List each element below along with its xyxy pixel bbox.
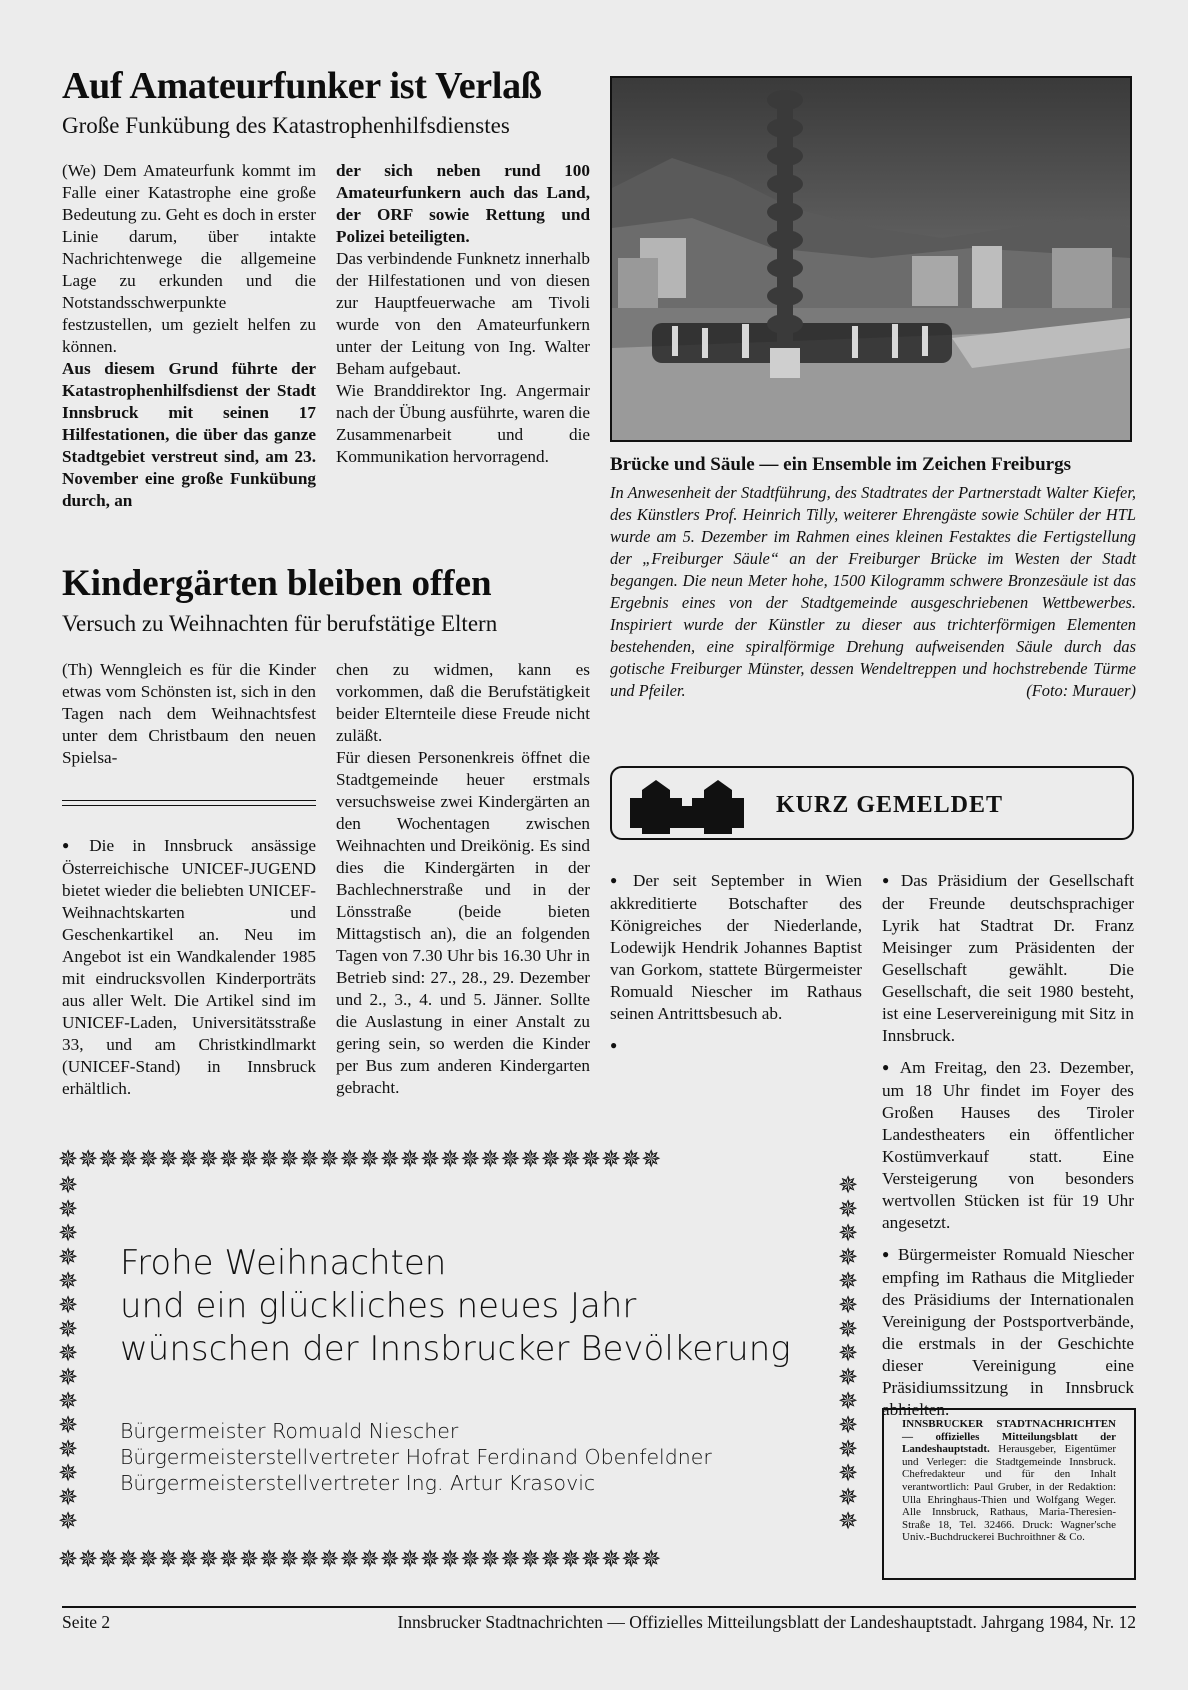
signatory-3: Bürgermeisterstellvertreter Ing. Artur Krasovic bbox=[120, 1471, 596, 1495]
greeting-message bbox=[120, 1242, 791, 1371]
photo-caption-text: In Anwesenheit der Stadtführung, des Stadtrates der Partnerstadt Walter Kiefer, des Künstlers Prof. Heinrich Tilly, weiterer Ehrengäste sowie Schüler der HTL wurde am 5. Dezember im Rahmen eines kleinen Festaktes die Fertigstellung der „Freiburger Säule“ an der Freiburger Brücke im Westen der Stadt begangen. Die neun Meter hohe, 1500 Kilogramm schwere Bronzesäule ist das Ergebnis eines von der Stadtgemeinde ausgeschriebenen Wettbewerbes. Inspiriert wurde der Künstler zu dieser aus trichterförmigen Elementen bestehenden, eine spiralförmige Drehung aufweisenden Säule durch das gotische Freiburger Münster, dessen Wendeltreppen und hochstrebende Türme und Pfeiler. bbox=[610, 483, 1136, 700]
article1-col1-p1: (We) Dem Amateurfunk kommt im Falle einer Katastrophe eine große Bedeutung zu. Geht es doch in erster Linie darum, über intakte Nachrichtenwege die allgemeine Lage zu erkunden und die Notstandsschwerpunkte festzustellen, um gezielt helfen zu können. bbox=[62, 161, 316, 356]
article1-col2-p1: der sich neben rund 100 Amateurfunkern auch das Land, der ORF sowie Rettung und Polizei beteiligten. bbox=[336, 161, 590, 246]
greeting-signatories bbox=[120, 1418, 712, 1496]
article1-subheadline: Große Funkübung des Katastrophenhilfsdienstes bbox=[62, 113, 510, 138]
star-border-right: ✵ ✵ ✵ ✵ ✵ ✵ ✵ ✵ ✵ ✵ ✵ ✵ ✵ ✵ ✵ bbox=[838, 1173, 859, 1535]
page-footer bbox=[62, 1606, 1136, 1633]
article2-col2 bbox=[336, 659, 590, 1099]
christmas-greeting-box bbox=[58, 1148, 858, 1578]
kurz-item2: ● Das Präsidium der Gesellschaft der Freunde deutschsprachiger Lyrik hat Stadtrat Dr. Franz Meisinger zum Präsidenten der Gesellschaft gewählt. Die Gesellschaft, die seit 1980 besteht, ist eine Leservereinigung mit Sitz in Innsbruck. bbox=[882, 870, 1134, 1047]
kurz-item4: ● Bürgermeister Romuald Niescher empfing im Rathaus die Mitglieder des Präsidiums der Internationalen Vereinigung der Postsportverbände, die erstmals in der Geschichte dieser Vereinigung eine Präsidiumssitzung in Innsbruck abhielten. bbox=[882, 1244, 1134, 1421]
kurz-item3: ● Am Freitag, den 23. Dezember, um 18 Uhr findet im Foyer des Großen Hauses des Tiroler Landestheaters ein öffentlicher Kostümverkauf statt. Eine Versteigerung von besonders wertvollen Stücken ist für 19 Uhr angesetzt. bbox=[882, 1057, 1134, 1234]
greeting-line1: Frohe Weihnachten bbox=[120, 1243, 447, 1283]
footer-publication: Innsbrucker Stadtnachrichten — Offizielles Mitteilungsblatt der Landeshauptstadt. Jahrgang 1984, Nr. 12 bbox=[397, 1612, 1136, 1632]
unicef-text: ● Die in Innsbruck ansässige Österreichische UNICEF-JUGEND bietet wieder die beliebten UNICEF-Weihnachtskarten und Geschenkartikel an. Neu im Angebot ist ein Wandkalender 1985 mit eindrucksvollen Kinderporträts aus aller Welt. Die Artikel sind im UNICEF-Laden, Universitätsstraße 33, und am Christkindlmarkt (UNICEF-Stand) in Innsbruck erhältlich. bbox=[62, 835, 316, 1100]
kurz-item2-start bbox=[610, 1035, 862, 1058]
star-border-bottom: ✵✵✵✵✵✵✵✵✵✵✵✵✵✵✵✵✵✵✵✵✵✵✵✵✵✵✵✵✵✵ bbox=[58, 1547, 662, 1573]
article2-col1-p1: (Th) Wenngleich es für die Kinder etwas vom Schönsten ist, sich in den Tagen nach dem Weihnachtsfest unter dem Christbaum den neuen Spielsa- bbox=[62, 660, 316, 767]
photo-credit: (Foto: Murauer) bbox=[1026, 681, 1136, 700]
greeting-line2: und ein glückliches neues Jahr bbox=[120, 1286, 637, 1326]
article2-headline: Kindergärten bleiben offen bbox=[62, 563, 492, 604]
article1-col1-p2: Aus diesem Grund führte der Katastrophenhilfsdienst der Stadt Innsbruck mit seinen 17 Hilfestationen, die über das ganze Stadtgebiet verstreut sind, am 23. November eine große Funkübung durch, an bbox=[62, 359, 316, 510]
signatory-1: Bürgermeister Romuald Niescher bbox=[120, 1419, 459, 1443]
photo-caption-title: Brücke und Säule — ein Ensemble im Zeichen Freiburgs bbox=[610, 454, 1071, 475]
article1-headline: Auf Amateurfunker ist Verlaß bbox=[62, 65, 542, 107]
article1-col1 bbox=[62, 160, 316, 512]
divider bbox=[62, 800, 316, 801]
houses-icon bbox=[628, 776, 746, 834]
photo-freiburger-saeule bbox=[610, 76, 1132, 442]
article2-col2-p1: chen zu widmen, kann es vorkommen, daß die Berufstätigkeit beider Elternteile diese Freude nicht zuläßt. bbox=[336, 660, 590, 745]
kurz-col2 bbox=[882, 870, 1134, 1421]
imprint-title: INNSBRUCKER STADTNACHRICHTEN — offizielles Mitteilungsblatt der Landeshauptstadt. bbox=[902, 1418, 1116, 1456]
signatory-2: Bürgermeisterstellvertreter Hofrat Ferdinand Obenfeldner bbox=[120, 1445, 712, 1469]
imprint-text: Herausgeber, Eigentümer und Verleger: die Stadtgemeinde Innsbruck. Chefredakteur und für den Inhalt verantwortlich: Paul Gruber, in der Redaktion: Ulla Ehringhaus-Thien und Wolfgang Weger. Alle Innsbruck, Rathaus, Maria-Theresien-Straße 18, Tel. 32466. Druck: Wagner'sche Univ.-Buchdruckerei Buchroithner & Co. bbox=[902, 1443, 1116, 1544]
page-number: Seite 2 bbox=[62, 1612, 111, 1632]
article1-col2-p3: Wie Branddirektor Ing. Angermair nach der Übung ausführte, waren die Zusammenarbeit und die Kommunikation hervorragend. bbox=[336, 381, 590, 466]
kurz-col1 bbox=[610, 870, 862, 1058]
kurz-gemeldet-title: KURZ GEMELDET bbox=[776, 792, 1004, 818]
kurz-item1: ● Der seit September in Wien akkreditierte Botschafter des Königreiches der Niederlande, Lodewijk Hendrik Johannes Baptist van Gorkom, stattete Bürgermeister Romuald Niescher im Rathaus seinen Antrittsbesuch ab. bbox=[610, 870, 862, 1025]
kurz-gemeldet-banner bbox=[610, 766, 1134, 840]
article2-col2-p2: Für diesen Personenkreis öffnet die Stadtgemeinde heuer erstmals versuchsweise zwei Kindergärten an den Wochentagen zwischen Weihnachten und Dreikönig. Es sind dies die Kindergärten in der Bachlechnerstraße und in der Lönsstraße (beide bieten Mittagstisch an), die an folgenden Tagen von 7.30 Uhr bis 16.30 Uhr in Betrieb sind: 27., 28., 29. Dezember und 2., 3., 4. und 5. Jänner. Sollte die Auslastung in einer Anstalt zu gering sein, so werden die Kinder per Bus zum anderen Kindergarten gebracht. bbox=[336, 748, 590, 1097]
imprint-box bbox=[882, 1408, 1136, 1580]
photo-illustration bbox=[612, 78, 1130, 440]
article1-col2 bbox=[336, 160, 590, 468]
article2-subheadline: Versuch zu Weihnachten für berufstätige Eltern bbox=[62, 611, 498, 636]
article2-col1 bbox=[62, 659, 316, 769]
photo-caption bbox=[610, 482, 1136, 702]
unicef-notice bbox=[62, 835, 316, 1100]
article1-col2-p2: Das verbindende Funknetz innerhalb der Hilfestationen und von diesen zur Hauptfeuerwache am Tivoli wurde von den Amateurfunkern unter der Leitung von Ing. Walter Beham aufgebaut. bbox=[336, 249, 590, 378]
star-border-left: ✵ ✵ ✵ ✵ ✵ ✵ ✵ ✵ ✵ ✵ ✵ ✵ ✵ ✵ ✵ bbox=[58, 1173, 79, 1535]
star-border-top: ✵✵✵✵✵✵✵✵✵✵✵✵✵✵✵✵✵✵✵✵✵✵✵✵✵✵✵✵✵✵ bbox=[58, 1147, 662, 1173]
divider bbox=[62, 805, 316, 806]
greeting-line3: wünschen der Innsbrucker Bevölkerung bbox=[120, 1329, 791, 1369]
